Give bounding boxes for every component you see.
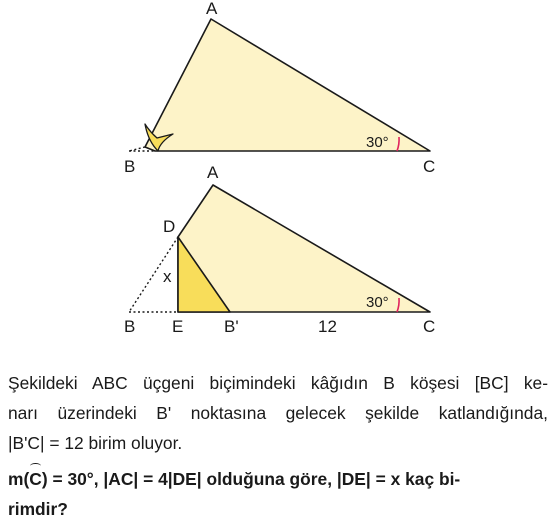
angle-c-label-bottom: 30°	[366, 294, 389, 311]
figure-bottom	[124, 163, 435, 336]
question-rest: ) = 30°, |AC| = 4|DE| olduğuna göre, |DE| = x kaç bi-	[41, 469, 461, 489]
label-d-bottom: D	[163, 217, 176, 236]
label-a-bottom: A	[207, 163, 219, 182]
label-bprime-bottom: B'	[224, 317, 239, 336]
label-b-top: B	[124, 157, 136, 176]
angle-c-label-top: 30°	[366, 134, 389, 151]
question-line-2: rimdir?	[8, 499, 68, 519]
question-line-1	[8, 464, 548, 494]
label-b-bottom: B	[124, 317, 136, 336]
problem-statement	[8, 368, 548, 458]
figure-top	[124, 0, 435, 176]
problem-line-3: |B'C| = 12 birim oluyor.	[8, 433, 183, 453]
question	[8, 464, 548, 524]
angle-c-symbol: C	[29, 464, 42, 494]
label-12-bottom: 12	[318, 317, 337, 336]
label-a-top: A	[206, 0, 218, 18]
label-e-bottom: E	[172, 317, 184, 336]
label-c-top: C	[423, 157, 436, 176]
label-c-bottom: C	[423, 317, 436, 336]
problem-line-1: Şekildeki ABC üçgeni biçimindeki kâğıdın B köşesi [BC] ke-	[8, 373, 548, 393]
problem-line-2: narı üzerindeki B' noktasına gelecek şekilde katlandığında,	[8, 403, 548, 423]
label-x-bottom: x	[163, 267, 172, 286]
question-prefix: m(	[8, 469, 30, 489]
triangle-abc-top	[145, 19, 430, 151]
